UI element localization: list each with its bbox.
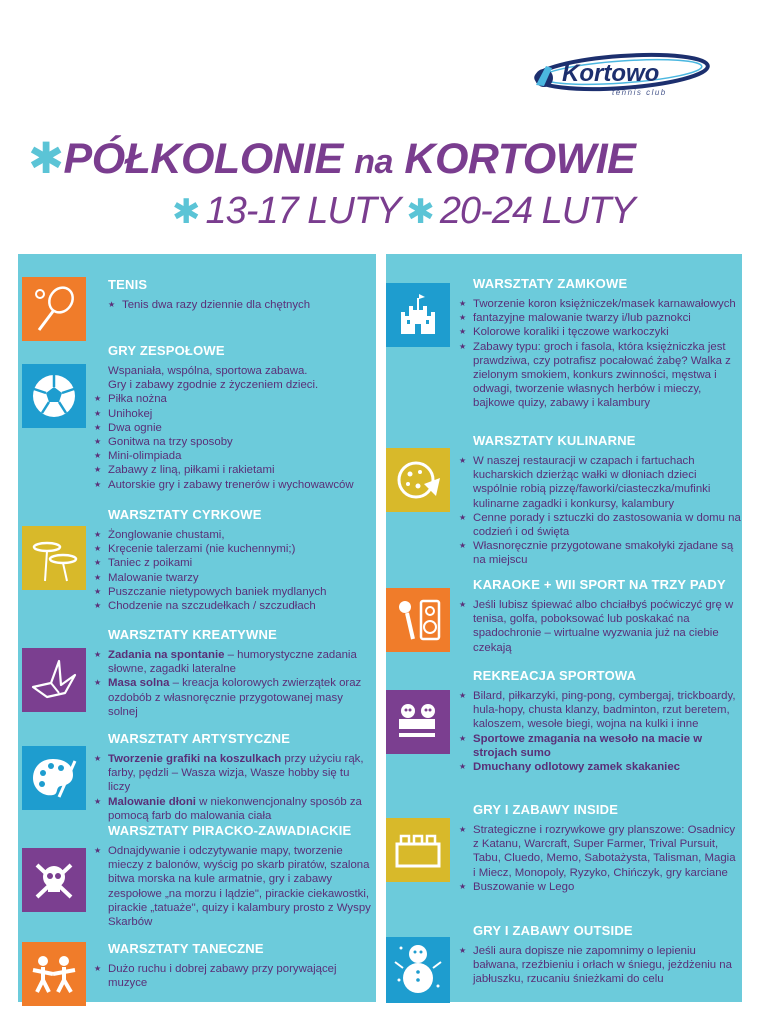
item-text: w niekonwencjonalny sposób za pomocą farb do malowania ciała	[108, 795, 362, 822]
asterisk-icon: ✱	[172, 193, 200, 231]
list-item: ★ Własnoręcznie przygotowane smakołyki zjadane są na miejscu	[459, 539, 741, 567]
list-item: ★ Dwa ognie	[94, 421, 372, 435]
page-title	[28, 134, 635, 184]
section-title: GRY I ZABAWY OUTSIDE	[473, 923, 633, 938]
section-title: WARSZTATY ARTYSTYCZNE	[108, 731, 291, 746]
item-bold: Masa solna	[108, 677, 170, 690]
list-item: ★ Tworzenie koron księżniczek/masek karnawałowych	[459, 297, 741, 311]
list-item: ★ Jeśli lubisz śpiewać albo chciałbyś poćwiczyć grę w tenisa, golfa, poboksować lub poskakać na spadochronie – wirtualne wyzwania już na ciebie czekają	[459, 598, 741, 655]
section-title: WARSZTATY PIRACKO-ZAWADIACKIE	[108, 823, 352, 838]
list-item: ★ Zabawy typu: groch i fasola, która księżniczka jest prawdziwa, czy potrafisz pocałować żabę? Walka z zielonym smokiem, konkurs zwinności, męstwa i odwagi, tworzenie własnych herbów i mieczy, bajkowe quizy, zabawy i kalambury	[459, 340, 741, 411]
title-word-1: PÓŁKOLONIE	[63, 135, 343, 183]
list-item	[94, 795, 374, 823]
section-warsztaty-zamkowe	[459, 276, 741, 411]
snowman-icon	[386, 937, 450, 1003]
list-item: ★ Kręcenie talerzami (nie kuchennymi;)	[94, 542, 372, 556]
section-karaoke	[459, 577, 741, 655]
section-title: WARSZTATY ZAMKOWE	[473, 276, 628, 291]
item-text: przy użyciu rąk, farby, pędzli – Wasza wizja, Wasze hobby się tu liczy	[108, 753, 364, 794]
section-warsztaty-taneczne	[94, 941, 372, 990]
sumo-wrestlers-icon	[386, 690, 450, 754]
list-item: ★ Kolorowe koraliki i tęczowe warkoczyki	[459, 325, 741, 339]
list-item	[94, 676, 372, 719]
asterisk-icon: ✱	[406, 193, 434, 231]
paint-palette-icon	[22, 746, 86, 810]
list-item: ★ Malowanie twarzy	[94, 571, 372, 585]
origami-crane-icon	[22, 648, 86, 712]
list-item: ★ Mini-olimpiada	[94, 449, 372, 463]
item-bold: Malowanie dłoni	[108, 795, 196, 808]
spinning-plates-icon	[22, 526, 86, 590]
intro-text: Wspaniała, wspólna, sportowa zabawa.	[108, 365, 308, 377]
section-title: WARSZTATY KREATYWNE	[108, 627, 277, 642]
soccer-ball-icon	[22, 364, 86, 428]
section-gry-zespolowe	[94, 343, 372, 492]
section-title: GRY I ZABAWY INSIDE	[473, 802, 619, 817]
section-warsztaty-kreatywne	[94, 627, 372, 719]
section-title: GRY ZESPOŁOWE	[108, 343, 225, 358]
date-1: 13-17 LUTY	[205, 190, 401, 232]
dates-line	[166, 190, 635, 233]
list-item: ★ Dużo ruchu i dobrej zabawy przy porywającej muzyce	[94, 962, 372, 990]
list-item: ★ Sportowe zmagania na wesoło na macie w strojach sumo	[459, 732, 741, 760]
section-title: WARSZTATY KULINARNE	[473, 433, 636, 448]
section-title: REKREACJA SPORTOWA	[473, 668, 637, 683]
list-item	[94, 752, 374, 795]
tennis-racket-icon	[22, 277, 86, 341]
item-text: – humorystyczne zadania słowne, zagadki lateralne	[108, 649, 357, 676]
asterisk-icon: ✱	[28, 135, 64, 183]
list-item: ★ Autorskie gry i zabawy trenerów i wychowawców	[94, 478, 372, 492]
castle-icon	[386, 283, 450, 347]
section-tenis	[108, 277, 370, 312]
section-gry-inside	[459, 802, 741, 894]
list-item: ★ Gonitwa na trzy sposoby	[94, 435, 372, 449]
dancing-kids-icon	[22, 942, 86, 1006]
section-gry-outside	[459, 923, 741, 987]
microphone-speaker-icon	[386, 588, 450, 652]
list-item: ★ Dmuchany odlotowy zamek skakaniec	[459, 760, 741, 774]
pizza-icon	[386, 448, 450, 512]
list-item	[94, 648, 372, 676]
lego-brick-icon	[386, 818, 450, 882]
section-title: KARAOKE + WII SPORT NA TRZY PADY	[473, 577, 726, 592]
list-item: ★ Puszczanie nietypowych baniek mydlanych	[94, 585, 372, 599]
list-item: ★ Buszowanie w Lego	[459, 880, 741, 894]
date-2: 20-24 LUTY	[439, 190, 635, 232]
list-item: ★ Taniec z poikami	[94, 556, 372, 570]
logo-subtitle: tennis club	[612, 88, 667, 97]
list-item: ★ Cenne porady i sztuczki do zastosowania w domu na codzień i od święta	[459, 511, 741, 539]
list-item: ★ Zabawy z liną, piłkami i rakietami	[94, 463, 372, 477]
item-bold: Zadania na spontanie	[108, 649, 225, 661]
item-text: – kreacja kolorowych zwierzątek oraz ozdobób z własnoręcznie przygotowanej masy solnej	[108, 677, 362, 718]
section-title: WARSZTATY CYRKOWE	[108, 507, 262, 522]
title-word-3: KORTOWIE	[404, 135, 636, 183]
title-word-2: na	[354, 143, 393, 181]
list-item: ★ Strategiczne i rozrywkowe gry planszowe: Osadnicy z Katanu, Warcraft, Super Farmer, Trival Pursuit, Tabu, Cluedo, Memo, Sabotażysta, Talisman, Magia i Miecz, Monopoly, Ryzyko, Chińczyk, gry karciane	[459, 823, 741, 880]
list-item: ★ Jeśli aura dopisze nie zapomnimy o lepieniu bałwana, rzeźbieniu i orłach w śniegu, jeżdżeniu na jabłuszku, rzucaniu śnieżkami do celu	[459, 944, 741, 987]
section-title: WARSZTATY TANECZNE	[108, 941, 264, 956]
list-item: ★ Chodzenie na szczudełkach / szczudłach	[94, 599, 372, 613]
logo-wordmark: Kortowo	[562, 60, 660, 87]
list-item: ★ Tenis dwa razy dziennie dla chętnych	[108, 298, 370, 312]
intro-text: Gry i zabawy zgodnie z życzeniem dzieci.	[108, 379, 319, 392]
section-warsztaty-artystyczne	[94, 731, 374, 823]
item-bold: Tworzenie grafiki na koszulkach	[108, 753, 282, 765]
list-item: ★ Żonglowanie chustami,	[94, 528, 372, 542]
section-rekreacja-sportowa	[459, 668, 741, 774]
list-item: ★ Odnajdywanie i odczytywanie mapy, tworzenie mieczy z balonów, wyścig po skarb piratów, szalona bitwa morska na kule armatnie, gry i zabawy zespołowe „na morzu i lądzie", pirackie ciekawostki, pirackie „tatuaże", quizy i kalambury prosto z Wyspy Skarbów	[94, 844, 372, 929]
section-title: TENIS	[108, 277, 148, 292]
section-warsztaty-piracko-zawadiackie	[94, 823, 372, 929]
skull-crossbones-icon	[22, 848, 86, 912]
list-item: ★ Unihokej	[94, 407, 372, 421]
list-item: ★ Bilard, piłkarzyki, ping-pong, cymbergaj, trickboardy, hula-hopy, chusta klanzy, badminton, rzut beretem, kaloszem, wesołe biegi, wojna na kulki i inne	[459, 689, 741, 732]
section-warsztaty-cyrkowe	[94, 507, 372, 613]
list-item: ★ fantazyjne malowanie twarzy i/lub paznokci	[459, 311, 741, 325]
list-item: ★ W naszej restauracji w czapach i fartuchach kucharskich dzierżąc wałki w dłoniach dzieci wspólnie robią pizzę/faworki/ciasteczka/mufinki kulinarne zagadki i konkursy, kalambury	[459, 454, 741, 511]
section-warsztaty-kulinarne	[459, 433, 741, 568]
list-item: ★ Piłka nożna	[94, 392, 372, 406]
